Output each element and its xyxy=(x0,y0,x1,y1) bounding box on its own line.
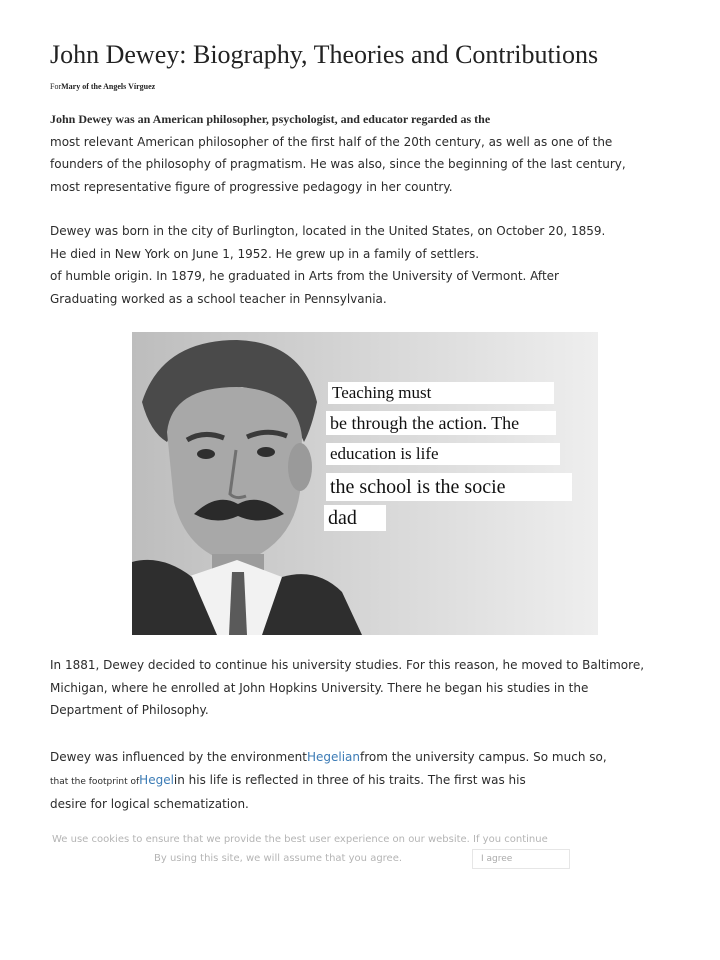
paragraph-birth xyxy=(50,220,710,310)
paragraph-line: In 1881, Dewey decided to continue his university studies. For this reason, he moved to Baltimore, xyxy=(50,658,645,672)
paragraph-line: most relevant American philosopher of the first half of the 20th century, as well as one of the xyxy=(50,134,613,149)
paragraph-line: founders of the philosophy of pragmatism. He was also, since the beginning of the last century, xyxy=(50,157,626,171)
hegel-link[interactable]: Hegel xyxy=(139,772,174,787)
text-fragment: in his life is reflected in three of his traits. The first was his xyxy=(173,772,526,787)
hegelian-link[interactable]: Hegelian xyxy=(306,750,360,764)
paragraph-intro xyxy=(50,108,710,198)
agree-button[interactable]: I agree xyxy=(472,849,570,869)
cookie-message: We use cookies to ensure that we provide the best user experience on our website. If you continue xyxy=(52,834,548,845)
paragraph-line: Graduating worked as a school teacher in Pennsylvania. xyxy=(50,291,387,306)
quote-line: education is life xyxy=(326,443,560,465)
paragraph-line xyxy=(50,746,710,769)
quote-line: the school is the socie xyxy=(326,473,572,501)
paragraph-lead: John Dewey was an American philosopher, psychologist, and educator regarded as the xyxy=(50,112,491,126)
paragraph-line: Department of Philosophy. xyxy=(50,703,209,717)
paragraph-line: Dewey was born in the city of Burlington, located in the United States, on October 20, 1859. xyxy=(50,224,606,238)
paragraph-line xyxy=(50,769,710,794)
quote-line: dad xyxy=(324,505,386,531)
quote-line: be through the action. The xyxy=(326,411,556,435)
byline xyxy=(50,82,155,91)
paragraph-line: He died in New York on June 1, 1952. He grew up in a family of settlers. xyxy=(50,246,480,261)
paragraph-line: desire for logical schematization. xyxy=(50,797,249,811)
dewey-portrait-image xyxy=(132,332,598,635)
paragraph-line: most representative figure of progressive pedagogy in her country. xyxy=(50,179,453,194)
paragraph-line: of humble origin. In 1879, he graduated in Arts from the University of Vermont. After xyxy=(50,269,559,283)
text-fragment: from the university campus. So much so, xyxy=(360,750,607,764)
byline-author: Mary of the Angels Vírguez xyxy=(61,82,156,91)
text-fragment: Dewey was influenced by the environment xyxy=(50,750,307,764)
cookie-message: By using this site, we will assume that you agree. xyxy=(154,853,403,864)
page-title: John Dewey: Biography, Theories and Contributions xyxy=(50,40,599,69)
paragraph-studies xyxy=(50,654,710,722)
byline-prefix: For xyxy=(50,82,62,91)
paragraph-line: Michigan, where he enrolled at John Hopkins University. There he began his studies in the xyxy=(50,680,589,695)
text-fragment: that the footprint of xyxy=(50,776,140,787)
cookie-banner xyxy=(0,828,720,878)
quote-line: Teaching must xyxy=(328,382,554,404)
paragraph-influence xyxy=(50,746,710,816)
